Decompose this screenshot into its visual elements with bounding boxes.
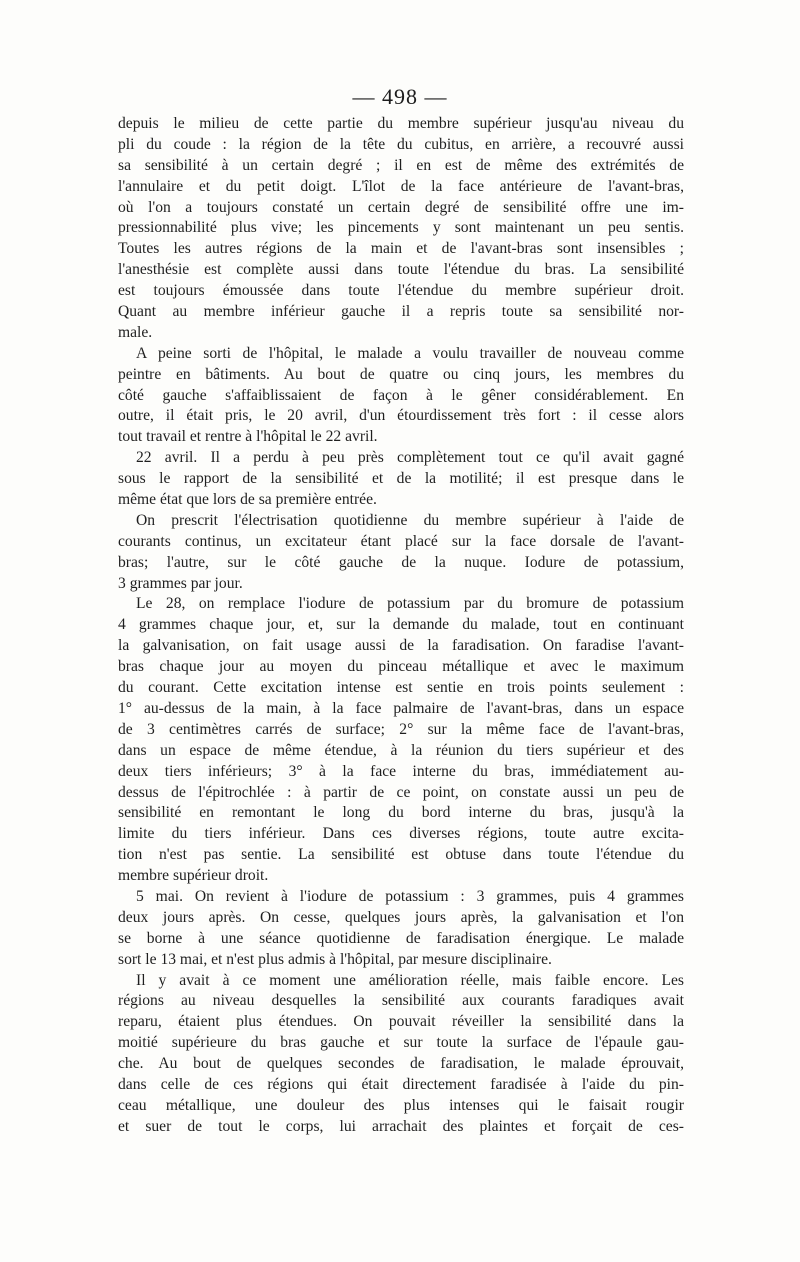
text-line: l'anesthésie est complète aussi dans toute l'étendue du bras. La sensibilité — [118, 261, 684, 279]
text-line: du courant. Cette excitation intense est sentie en trois points seulement : — [118, 679, 684, 697]
text-line: deux tiers inférieurs; 3° à la face interne du bras, immédiatement au- — [118, 762, 684, 780]
text-line: sa sensibilité à un certain degré ; il en est de même des extrémités de — [118, 156, 684, 174]
text-line: A peine sorti de l'hôpital, le malade a voulu travailler de nouveau comme — [136, 344, 684, 362]
text-line: et suer de tout le corps, lui arrachait des plaintes et forçait de ces- — [118, 1117, 684, 1135]
text-line: 1° au-dessus de la main, à la face palmaire de l'avant-bras, dans un espace — [118, 699, 684, 717]
text-line: sensibilité en remontant le long du bord interne du bras, jusqu'à la — [118, 804, 684, 822]
text-line: limite du tiers inférieur. Dans ces diverses régions, toute autre excita- — [118, 825, 684, 843]
text-line: Quant au membre inférieur gauche il a repris toute sa sensibilité nor- — [118, 303, 684, 321]
text-line: courants continus, un excitateur étant placé sur la face dorsale de l'avant- — [118, 532, 684, 550]
text-line: 5 mai. On revient à l'iodure de potassium : 3 grammes, puis 4 grammes — [136, 887, 684, 905]
text-line: tion n'est pas sentie. La sensibilité est obtuse dans toute l'étendue du — [118, 846, 684, 864]
text-line: Toutes les autres régions de la main et de l'avant-bras sont insensibles ; — [118, 240, 684, 258]
text-line: depuis le milieu de cette partie du membre supérieur jusqu'au niveau du — [118, 115, 684, 132]
text-line: est toujours émoussée dans toute l'étendue du membre supérieur droit. — [118, 282, 684, 300]
text-line: outre, il était pris, le 20 avril, d'un étourdissement très fort : il cesse alors — [118, 407, 684, 425]
text-line: l'annulaire et du petit doigt. L'îlot de la face antérieure de l'avant-bras, — [118, 177, 684, 195]
text-line: se borne à une séance quotidienne de faradisation énergique. Le malade — [118, 929, 684, 947]
text-line: On prescrit l'électrisation quotidienne du membre supérieur à l'aide de — [136, 511, 684, 529]
text-line: 3 grammes par jour. — [118, 574, 243, 592]
text-line: même état que lors de sa première entrée. — [118, 491, 377, 509]
text-line: pli du coude : la région de la tête du cubitus, en arrière, a recouvré aussi — [118, 135, 684, 153]
text-line: la galvanisation, on fait usage aussi de la faradisation. On faradise l'avant- — [118, 637, 684, 655]
text-line: où l'on a toujours constaté un certain degré de sensibilité offre une im- — [118, 198, 684, 216]
text-line: ceau métallique, une douleur des plus intenses qui le faisait rougir — [118, 1096, 684, 1114]
text-line: male. — [118, 323, 153, 341]
text-line: régions au niveau desquelles la sensibilité aux courants faradiques avait — [118, 992, 684, 1010]
text-line: sort le 13 mai, et n'est plus admis à l'hôpital, par mesure disciplinaire. — [118, 950, 552, 968]
text-line: deux jours après. On cesse, quelques jours après, la galvanisation et l'on — [118, 908, 684, 926]
text-line: pressionnabilité plus vive; les pincements y sont maintenant un peu sentis. — [118, 219, 684, 237]
text-line: dans celle de ces régions qui était directement faradisée à l'aide du pin- — [118, 1075, 684, 1093]
text-line: dessus de l'épitrochlée : à partir de ce point, on constate aussi un peu de — [118, 783, 684, 801]
text-line: de 3 centimètres carrés de surface; 2° sur la même face de l'avant-bras, — [118, 720, 684, 738]
text-line: bras chaque jour au moyen du pinceau métallique et avec le maximum — [118, 658, 684, 676]
text-line: che. Au bout de quelques secondes de faradisation, le malade éprouvait, — [118, 1055, 684, 1073]
body-text — [118, 114, 684, 1138]
text-line: membre supérieur droit. — [118, 867, 269, 885]
text-line: reparu, étaient plus étendues. On pouvait réveiller la sensibilité dans la — [118, 1013, 684, 1031]
text-line: peintre en bâtiments. Au bout de quatre ou cinq jours, les membres du — [118, 365, 684, 383]
text-line: dans un espace de même étendue, à la réunion du tiers supérieur et des — [118, 741, 684, 759]
text-line: 22 avril. Il a perdu à peu près complètement tout ce qu'il avait gagné — [136, 449, 684, 467]
text-line: tout travail et rentre à l'hôpital le 22 avril. — [118, 428, 378, 446]
text-line: sous le rapport de la sensibilité et de la motilité; il est presque dans le — [118, 470, 684, 488]
text-line: Le 28, on remplace l'iodure de potassium par du bromure de potassium — [136, 595, 684, 613]
text-line: moitié supérieure du bras gauche et sur toute la surface de l'épaule gau- — [118, 1034, 684, 1052]
text-line: Il y avait à ce moment une amélioration réelle, mais faible encore. Les — [136, 971, 684, 989]
text-line: bras; l'autre, sur le côté gauche de la nuque. Iodure de potassium, — [118, 553, 684, 571]
text-line: 4 grammes chaque jour, et, sur la demande du malade, tout en continuant — [118, 616, 684, 634]
text-line: côté gauche s'affaiblissaient de façon à le gêner considérablement. En — [118, 386, 684, 404]
page-number: — 498 — — [352, 84, 448, 109]
